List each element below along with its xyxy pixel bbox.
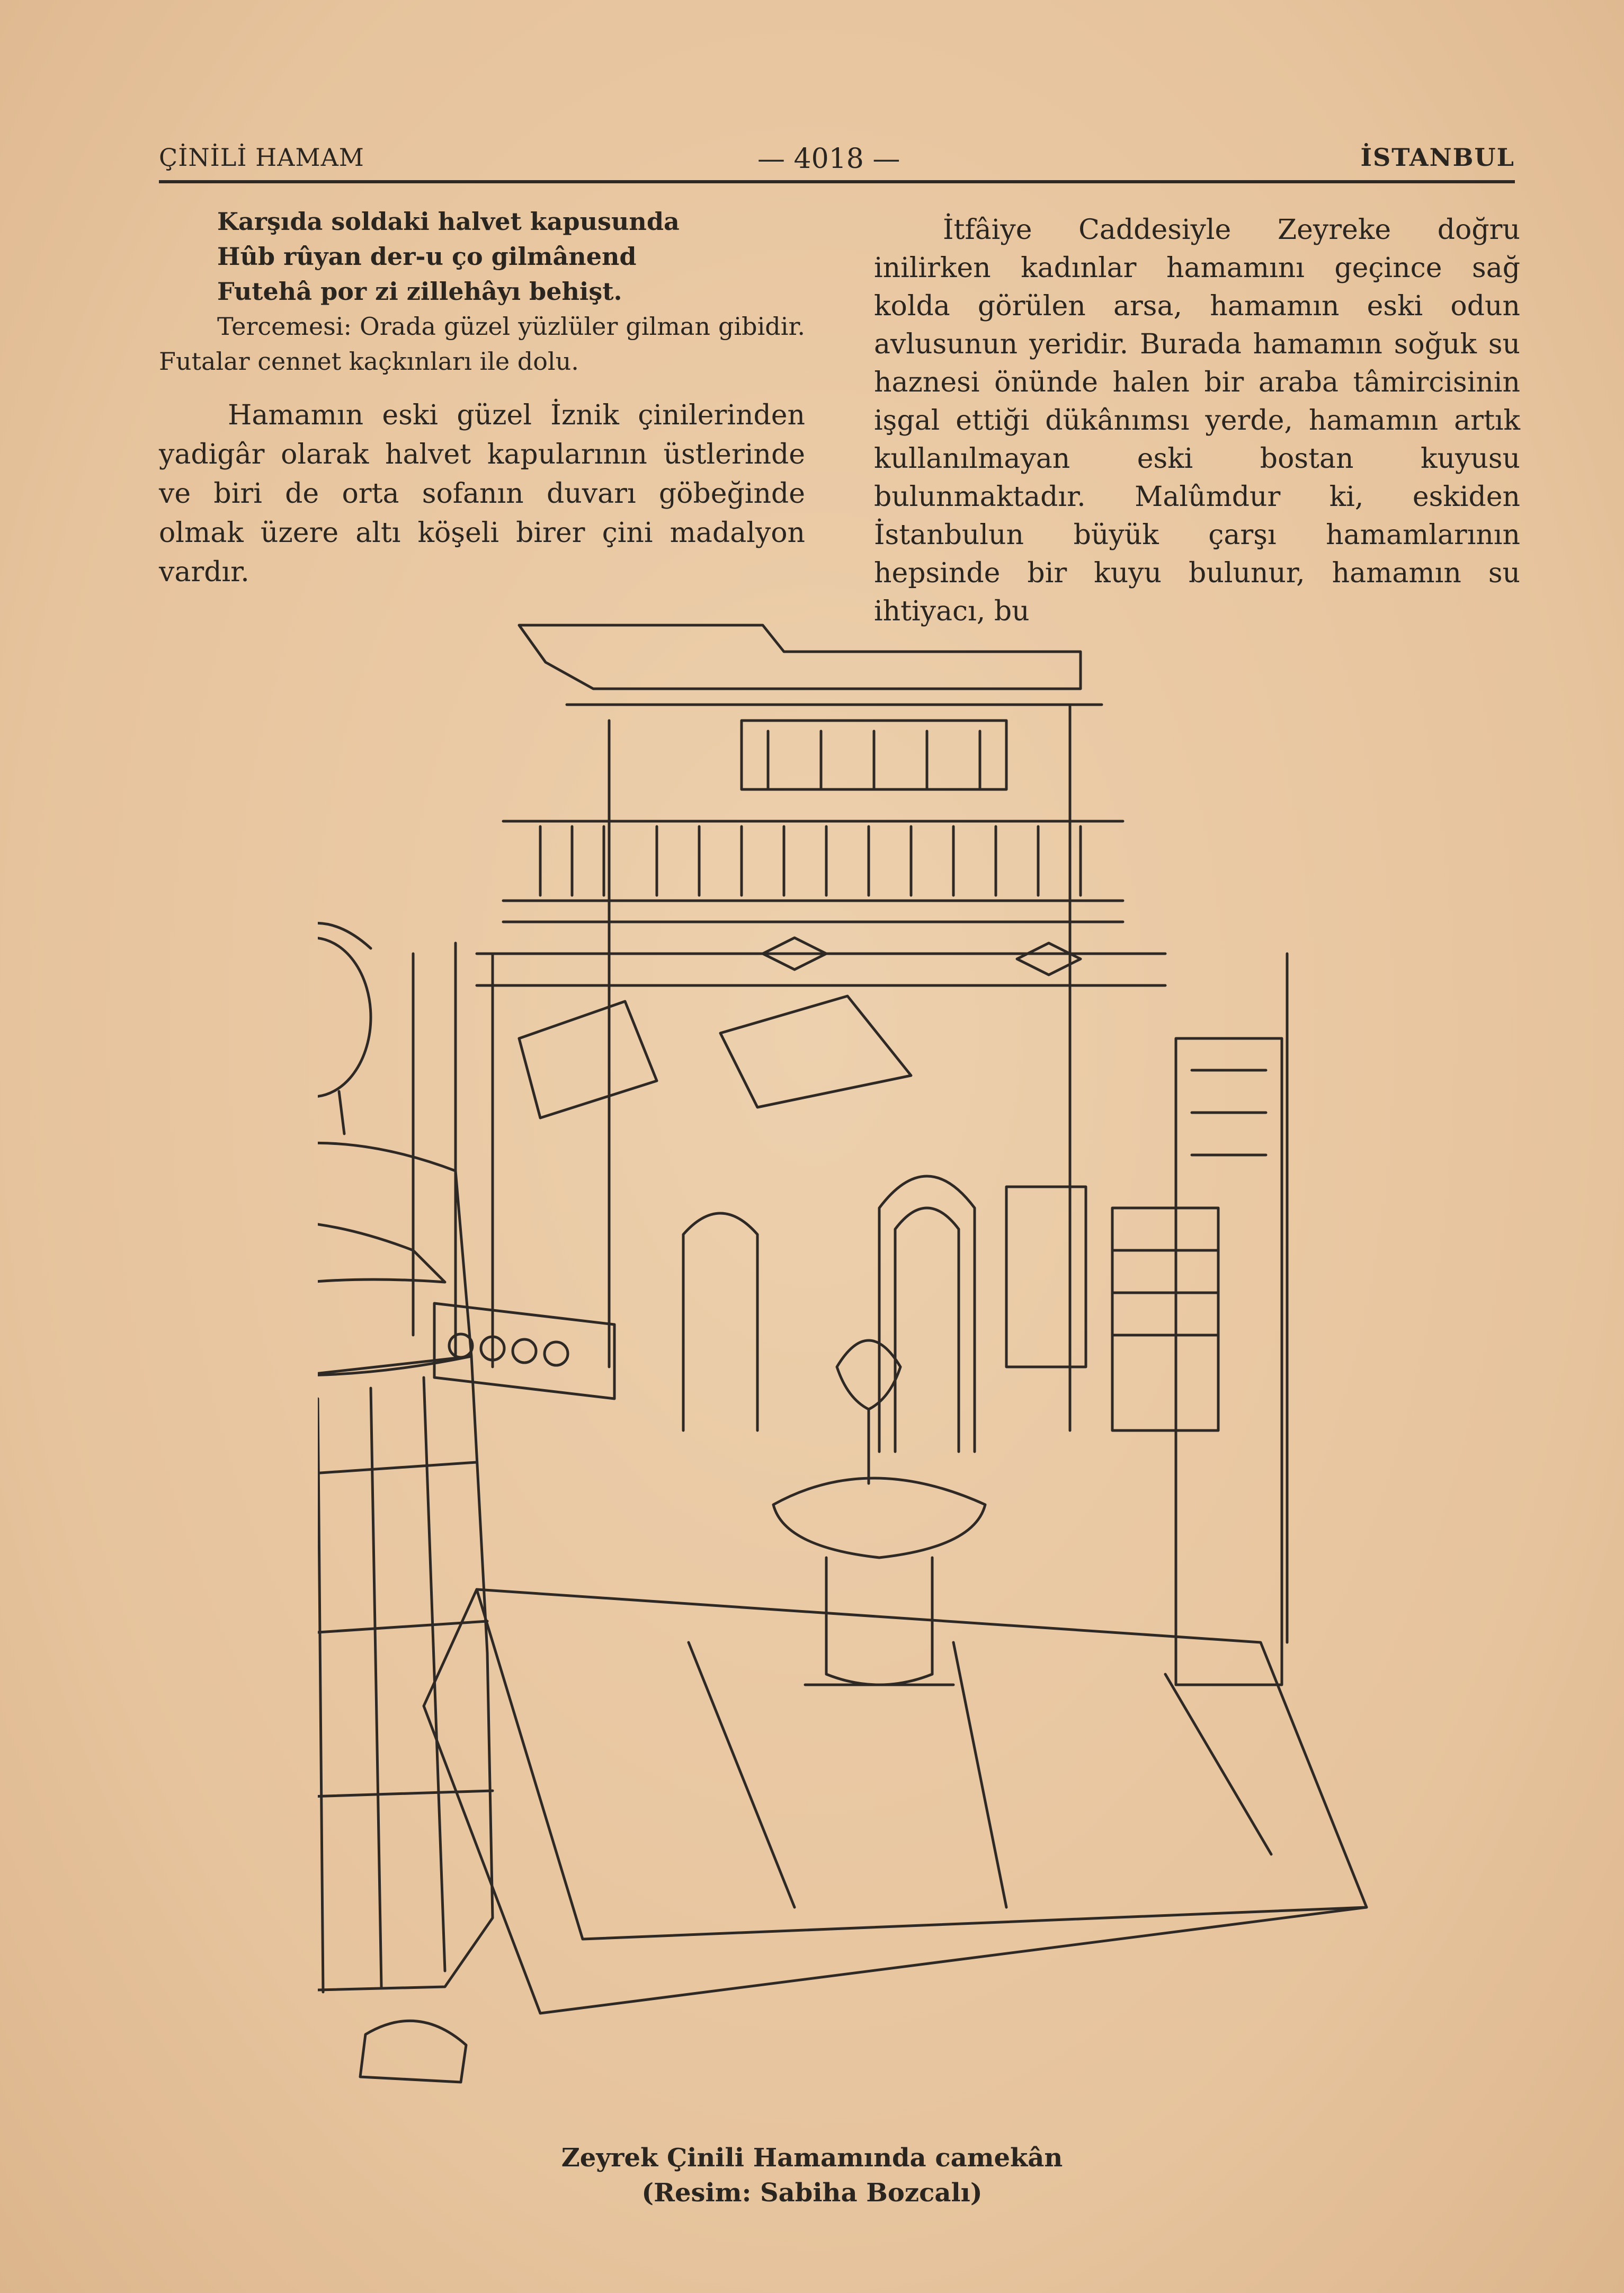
building-drawing (413, 625, 1287, 1685)
figure-drawing (318, 923, 493, 2082)
bathhouse-illustration (318, 583, 1377, 2119)
poem (159, 204, 805, 309)
poem-line: Hûb rûyan der-u ço gilmânend (217, 242, 637, 271)
poem-translation: Tercemesi: Orada güzel yüzlüler gilman gibidir. Futalar cennet kaçkınları ile dolu. (159, 312, 805, 376)
page-number: — 4018 — (757, 143, 900, 175)
poem-line: Karşıda soldaki halvet kapusunda (217, 207, 680, 236)
right-column (874, 211, 1520, 630)
left-column (159, 204, 805, 592)
header-section-title: ÇİNİLİ HAMAM (159, 143, 364, 172)
running-header (159, 143, 1515, 185)
poem-line: Futehâ por zi zillehâyı behişt. (217, 277, 622, 306)
header-rule (159, 180, 1515, 183)
caption-title: Zeyrek Çinili Hamamında camekân (561, 2143, 1063, 2173)
left-paragraph: Hamamın eski güzel İznik çinilerinden yadigâr olarak halvet kapularının üstlerinde ve biri de orta sofanın duvarı göbeğinde olmak üzere altı köşeli birer çini madalyon vardır. (159, 399, 805, 588)
illustration-caption (371, 2140, 1253, 2210)
header-publication-title: İSTANBUL (1360, 143, 1515, 172)
caption-credit: (Resim: Sabiha Bozcalı) (641, 2178, 983, 2208)
right-paragraph: İtfâiye Caddesiyle Zeyreke doğru inilirken kadınlar hamamını geçince sağ kolda görülen arsa, hamamın eski odun avlusunun yeridir. Burada hamamın soğuk su haznesi önünde halen bir araba tâmircisinin işgal ettiği dükânımsı yerde, hamamın artık kullanılmayan eski bostan kuyusu bulunmaktadır. Malûmdur ki, eskiden İstanbulun büyük çarşı hamamlarının hepsinde bir kuyu bulunur, hamamın su ihtiyacı, bu (874, 214, 1520, 627)
